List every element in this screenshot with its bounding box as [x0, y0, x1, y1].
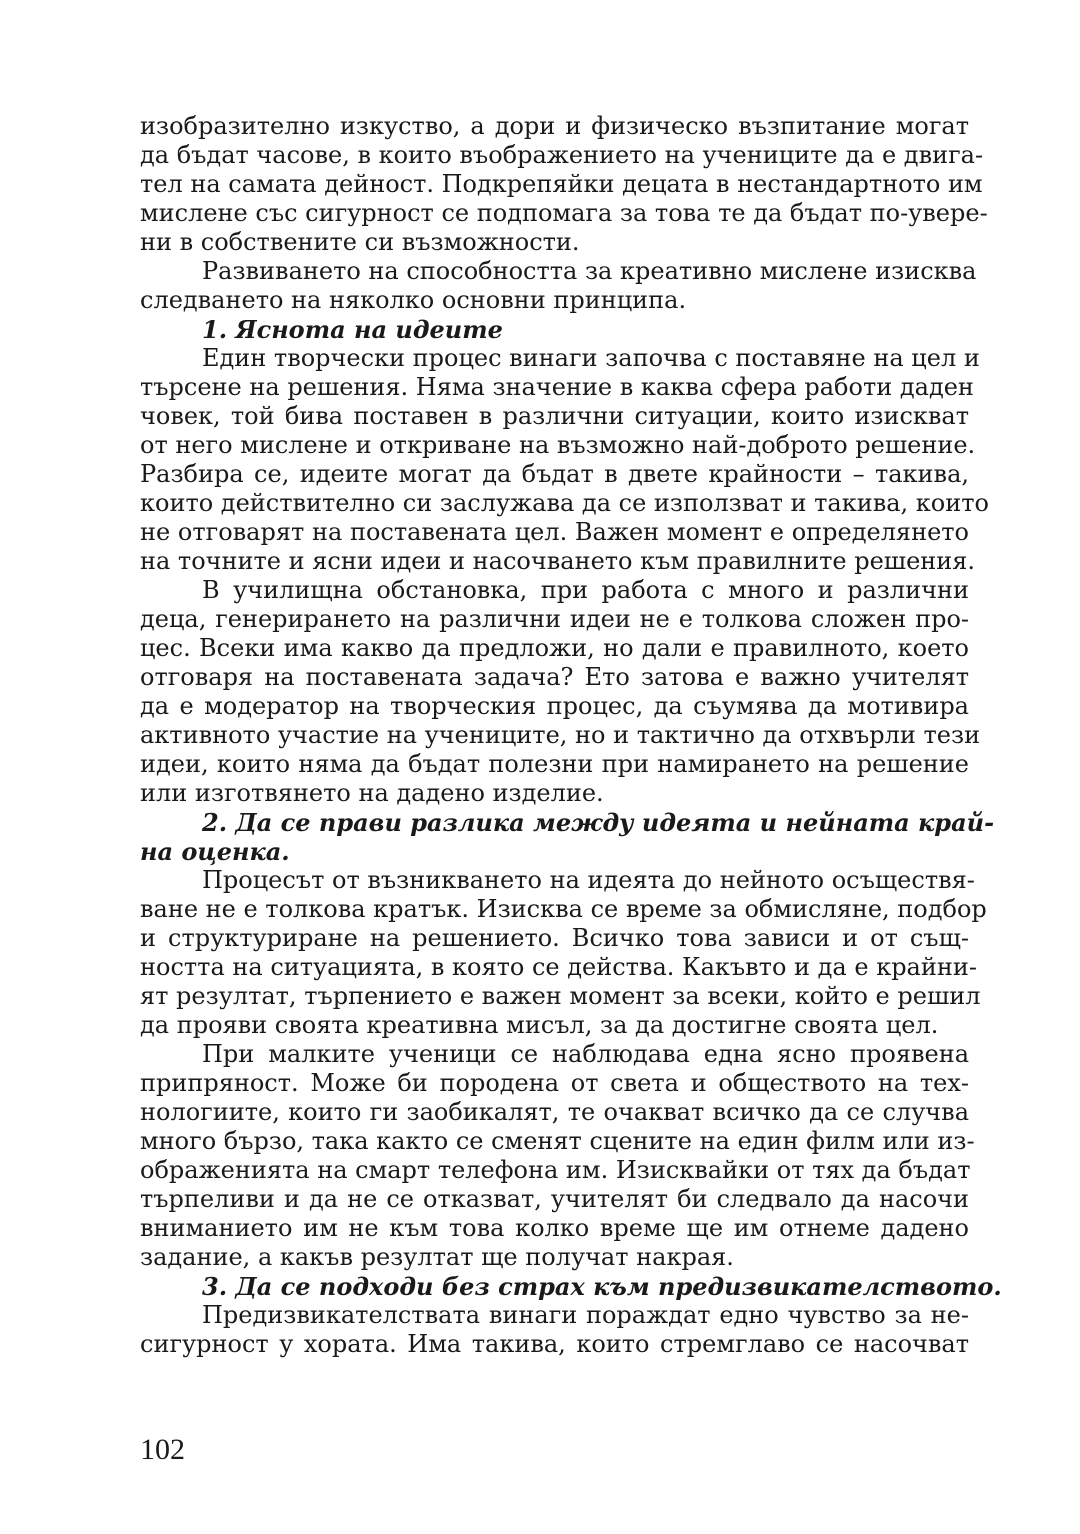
paragraph-line: човек, той бива поставен в различни ситуации, които изискват [140, 402, 969, 430]
paragraph-line: вниманието им не към това колко време ще им отнеме дадено [140, 1214, 969, 1242]
paragraph-line: които действително си заслужава да се използват и такива, които [140, 489, 989, 517]
paragraph-line: ване не е толкова кратък. Изисква се време за обмисляне, подбор [140, 895, 987, 923]
paragraph-first-line: Развиването на способността за креативно мислене изисква [202, 257, 977, 285]
paragraph-line: деца, генерирането на различни идеи не е толкова сложен про- [140, 605, 969, 633]
paragraph-first-line: Предизвикателствата винаги пораждат едно чувство за не- [202, 1301, 969, 1329]
paragraph-line: ображенията на смарт телефона им. Изисквайки от тях да бъдат [140, 1156, 971, 1184]
paragraph-first-line: При малките ученици се наблюдава една ясно проявена [202, 1040, 969, 1068]
paragraph-line: и структуриране на решението. Всичко това зависи и от същ- [140, 924, 969, 952]
paragraph-line: тел на самата дейност. Подкрепяйки децата в нестандартното им [140, 170, 983, 198]
paragraph-line: мислене със сигурност се подпомага за това те да бъдат по-увере- [140, 199, 988, 227]
paragraph-line: ни в собствените си възможности. [140, 228, 580, 256]
paragraph-line: Разбира се, идеите могат да бъдат в двете крайности – такива, [140, 460, 969, 488]
paragraph-line: на точните и ясни идеи и насочването към правилните решения. [140, 547, 976, 575]
paragraph-line: активното участие на учениците, но и тактично да отхвърли тези [140, 721, 981, 749]
paragraph-line: идеи, които няма да бъдат полезни при намирането на решение [140, 750, 969, 778]
paragraph-first-line: Един творчески процес винаги започва с поставяне на цел и [202, 344, 980, 372]
section-heading: 1. Яснота на идеите [202, 315, 503, 344]
section-heading-continued: на оценка. [140, 837, 290, 866]
paragraph-line: търсене на решения. Няма значение в каква сфера работи даден [140, 373, 974, 401]
paragraph-line: следването на няколко основни принципа. [140, 286, 687, 314]
paragraph-line: изобразително изкуство, а дори и физическо възпитание могат [140, 112, 969, 140]
paragraph-first-line: Процесът от възникването на идеята до нейното осъществя- [202, 866, 975, 894]
paragraph-line: сигурност у хората. Има такива, които стремглаво се насочват [140, 1330, 969, 1358]
paragraph-line: много бързо, така както се сменят сцените на един филм или из- [140, 1127, 975, 1155]
paragraph-line: да бъдат часове, в които въображението на учениците да е двига- [140, 141, 984, 169]
paragraph-line: цес. Всеки има какво да предложи, но дали е правилното, което [140, 634, 969, 662]
paragraph-line: припряност. Може би породена от света и обществото на тех- [140, 1069, 969, 1097]
paragraph-line: ността на ситуацията, в която се действа. Какъвто и да е крайни- [140, 953, 977, 981]
paragraph-first-line: В училищна обстановка, при работа с много и различни [202, 576, 969, 604]
page-text [140, 112, 1002, 1359]
section-heading: 2. Да се прави разлика между идеята и нейната край- [202, 808, 995, 837]
paragraph-line: не отговарят на поставената цел. Важен момент е определянето [140, 518, 969, 546]
section-heading: 3. Да се подходи без страх към предизвикателството. [202, 1272, 1002, 1301]
paragraph-line: задание, а какъв резултат ще получат накрая. [140, 1243, 734, 1271]
paragraph-line: ят резултат, търпението е важен момент за всеки, който е решил [140, 982, 981, 1010]
paragraph-line: да прояви своята креативна мисъл, за да достигне своята цел. [140, 1011, 939, 1039]
paragraph-line: нологиите, които ги заобикалят, те очакват всичко да се случва [140, 1098, 969, 1126]
page-number: 102 [140, 1433, 185, 1466]
paragraph-line: от него мислене и откриване на възможно най-доброто решение. [140, 431, 976, 459]
paragraph-line: отговаря на поставената задача? Ето затова е важно учителят [140, 663, 969, 691]
paragraph-line: търпеливи и да не се отказват, учителят би следвало да насочи [140, 1185, 969, 1213]
paragraph-line: да е модератор на творческия процес, да съумява да мотивира [140, 692, 969, 720]
paragraph-line: или изготвянето на дадено изделие. [140, 779, 604, 807]
